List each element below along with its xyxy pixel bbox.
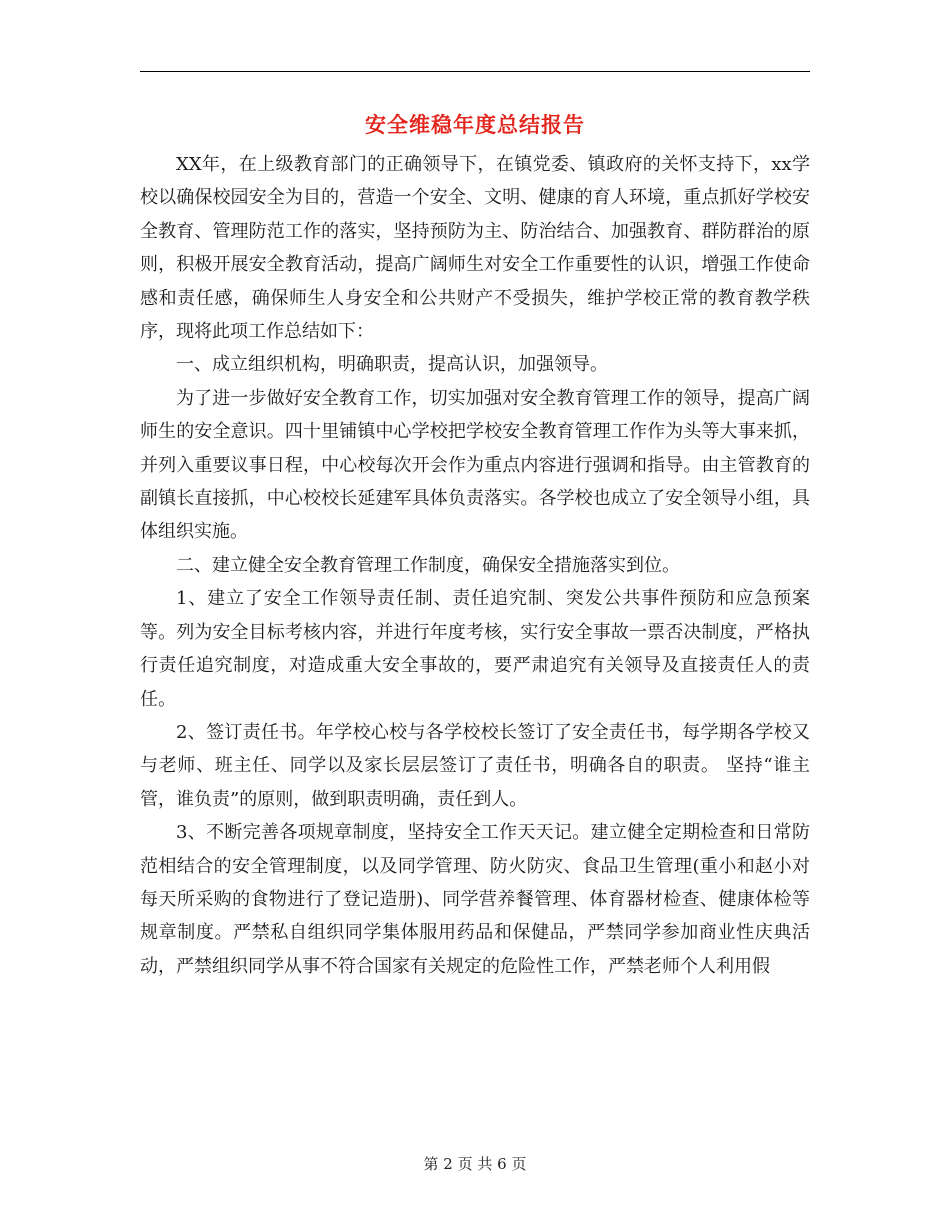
document-title: 安全维稳年度总结报告 <box>365 112 585 137</box>
paragraph-item-2: 2、签订责任书。年学校心校与各学校校长签订了安全责任书，每学期各学校又与老师、班主任、同学以及家长层层签订了责任书，明确各自的职责。 坚持“谁主管，谁负责”的原则，做到职责明确，责任到人。 <box>140 721 810 810</box>
paragraph-section-1: 为了进一步做好安全教育工作，切实加强对安全教育管理工作的领导，提高广阔师生的安全意识。四十里铺镇中心学校把学校安全教育管理工作作为头等大事来抓，并列入重要议事日程，中心校每次开会作为重点内容进行强调和指导。由主管教育的副镇长直接抓，中心校校长延建军具体负责落实。各学校也成立了安全领导小组，具体组织实施。 <box>140 387 810 543</box>
page-number-footer: 第 2 页 共 6 页 <box>423 1155 527 1173</box>
paragraph-item-1: 1、建立了安全工作领导责任制、责任追究制、突发公共事件预防和应急预案等。列为安全目标考核内容，并进行年度考核，实行安全事故一票否决制度，严格执行责任追究制度，对造成重大安全事故的，要严肃追究有关领导及直接责任人的责任。 <box>140 588 810 710</box>
document-body <box>140 148 810 983</box>
paragraph-intro: XX年，在上级教育部门的正确领导下，在镇党委、镇政府的关怀支持下，xx学校以确保校园安全为目的，营造一个安全、文明、健康的育人环境，重点抓好学校安全教育、管理防范工作的落实，坚持预防为主、防治结合、加强教育、群防群治的原则，积极开展安全教育活动，提高广阔师生对安全工作重要性的认识，增强工作使命感和责任感，确保师生人身安全和公共财产不受损失，维护学校正常的教育教学秩序，现将此项工作总结如下： <box>140 154 810 343</box>
paragraph-item-3: 3、不断完善各项规章制度，坚持安全工作天天记。建立健全定期检查和日常防范相结合的安全管理制度，以及同学管理、防火防灾、食品卫生管理(重小和赵小对每天所采购的食物进行了登记造册)、同学营养餐管理、体育器材检查、健康体检等规章制度。严禁私自组织同学集体服用药品和保健品，严禁同学参加商业性庆典活动，严禁组织同学从事不符合国家有关规定的危险性工作，严禁老师个人利用假 <box>140 822 810 977</box>
section-heading-2: 二、建立健全安全教育管理工作制度，确保安全措施落实到位。 <box>176 554 680 576</box>
section-heading-1: 一、成立组织机构，明确职责，提高认识，加强领导。 <box>176 354 608 376</box>
header-rule <box>140 71 810 72</box>
